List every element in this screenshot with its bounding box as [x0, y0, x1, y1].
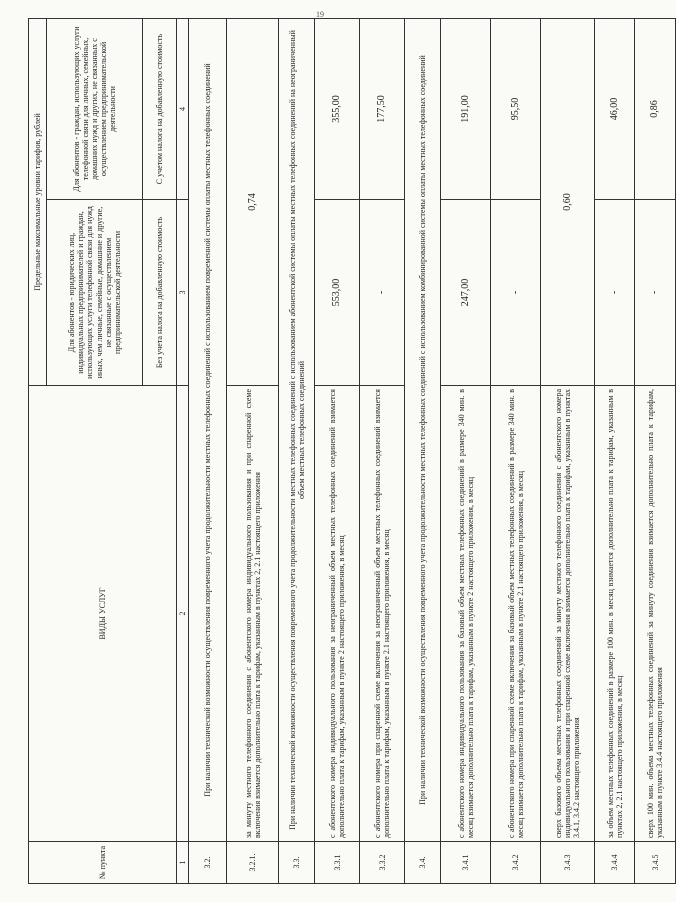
- table-row: [315, 19, 360, 884]
- header-services: ВИДЫ УСЛУГ: [29, 386, 177, 842]
- table-row: [405, 19, 441, 884]
- tariff-value-no-vat: 553,00: [315, 200, 360, 386]
- section-heading: При наличии технической возможности осуществления повременного учета продолжительности местных телефонных соединений с использованием абонентской системы оплаты местных телефонных соединений на неограниченный объем местных телефонных соединений: [279, 19, 315, 842]
- page-number: 19: [316, 10, 324, 19]
- row-number: 3.4.3: [541, 842, 595, 884]
- service-description: с абонентского номера индивидуального пользования за базовый объем местных телефонных соединений в размере 340 мин. в месяц взимается дополнительно плата к тарифам, указанным в пункте 2 настоящего приложения, в месяц: [441, 386, 491, 842]
- row-number: 3.4.1: [441, 842, 491, 884]
- table-row: [227, 19, 279, 884]
- tariff-value-with-vat: 0,86: [635, 19, 676, 200]
- table-row: [595, 19, 635, 884]
- service-description: с абонентского номера при спаренной схеме включения за неограниченный объем местных телефонных соединений взимается дополнительно плата к тарифам, указанным в пункте 2.1 настоящего приложения, в месяц: [360, 386, 405, 842]
- service-description: сверх 100 мин. объема местных телефонных соединений за минуту соединения взимается дополнительно плата к тарифам, указанным в пункте 3.4.4 настоящего приложения: [635, 386, 676, 842]
- col-number-3: 3: [177, 200, 189, 386]
- service-description: с абонентского номера при спаренной схеме включения за базовый объем местных телефонных соединений в размере 340 мин. в месяц взимается дополнительно плата к тарифам, указанным в пункте 2.1 настоящего приложения, в месяц: [491, 386, 541, 842]
- column-numbers-row: [177, 19, 189, 884]
- tariff-table: [28, 18, 676, 884]
- header-row-1: [29, 19, 47, 884]
- service-description: с абонентского номера индивидуального пользования за неограниченный объем местных телефонных соединений взимается дополнительно плата к тарифам, указанным в пункте 2 настоящего приложения, в месяц: [315, 386, 360, 842]
- tariff-value-with-vat: 191,00: [441, 19, 491, 200]
- row-number: 3.2.1.: [227, 842, 279, 884]
- header-no-vat: Без учета налога на добавленную стоимость: [143, 200, 177, 386]
- row-number: 3.3.2: [360, 842, 405, 884]
- row-number: 3.2.: [189, 842, 227, 884]
- row-number: 3.4.: [405, 842, 441, 884]
- tariff-value-no-vat: -: [595, 200, 635, 386]
- rotated-document: [28, 19, 665, 884]
- header-group-b: Для абонентов - граждан, использующих услуги телефонной связи для личных, семейных, домашних нужд и других, не связанных с осуществлением предпринимательской деятельности: [47, 19, 143, 200]
- header-num: № пункта: [29, 842, 177, 884]
- tariff-value-no-vat: -: [491, 200, 541, 386]
- section-heading: При наличии технической возможности осуществления повременного учета продолжительности местных телефонных соединений с использованием комбинированной системы оплаты местных телефонных соединений: [405, 19, 441, 842]
- table-row: [491, 19, 541, 884]
- table-row: [279, 19, 315, 884]
- tariff-value-no-vat: 247,00: [441, 200, 491, 386]
- section-heading: При наличии технической возможности осуществления повременного учета продолжительности местных телефонных соединений с использованием повременной системы оплаты местных телефонных соединений: [189, 19, 227, 842]
- row-number: 3.4.2: [491, 842, 541, 884]
- tariff-value-no-vat: -: [635, 200, 676, 386]
- service-description: за минуту местного телефонного соединения с абонентского номера индивидуального пользования и при спаренной схеме включения взимается дополнительно плата к тарифам, указанным в пунктах 2, 2.1 настоящего приложения: [227, 386, 279, 842]
- header-with-vat: С учетом налога на добавленную стоимость: [143, 19, 177, 200]
- tariff-value-with-vat: 355,00: [315, 19, 360, 200]
- col-number-2: 2: [177, 386, 189, 842]
- tariff-value-with-vat: 46,00: [595, 19, 635, 200]
- service-description: сверх базового объема местных телефонных соединений за минуту местного телефонного соединения с абонентского номера индивидуального пользования и при спаренной схеме включения взимается дополнительно плата к тарифам, указанным в пунктах 3.4.1, 3.4.2 настоящего приложения: [541, 386, 595, 842]
- row-number: 3.4.5: [635, 842, 676, 884]
- row-number: 3.3.: [279, 842, 315, 884]
- service-description: за объем местных телефонных соединений в размере 100 мин. в месяц взимается дополнительно плата к тарифам, указанным в пунктах 2, 2.1 настоящего приложения, в месяц: [595, 386, 635, 842]
- tariff-value: 0,60: [541, 19, 595, 386]
- tariff-value: 0,74: [227, 19, 279, 386]
- table-row: [635, 19, 676, 884]
- header-group-a: Для абонентов - юридических лиц, индивидуальных предпринимателей и граждан, использующих услуги телефонной связи для нужд иных, чем личные, семейные, домашние и другие, не связанные с осуществлением предпринимательской деятельности: [47, 200, 143, 386]
- row-number: 3.3.1: [315, 842, 360, 884]
- col-number-4: 4: [177, 19, 189, 200]
- table-row: [360, 19, 405, 884]
- row-number: 3.4.4: [595, 842, 635, 884]
- table-row: [541, 19, 595, 884]
- tariff-value-with-vat: 177,50: [360, 19, 405, 200]
- table-row: [441, 19, 491, 884]
- tariff-value-with-vat: 95,50: [491, 19, 541, 200]
- tariff-value-no-vat: -: [360, 200, 405, 386]
- col-number-1: 1: [177, 842, 189, 884]
- table-row: [189, 19, 227, 884]
- header-tariffs: Предельные максимальные уровни тарифов, рублей: [29, 19, 47, 386]
